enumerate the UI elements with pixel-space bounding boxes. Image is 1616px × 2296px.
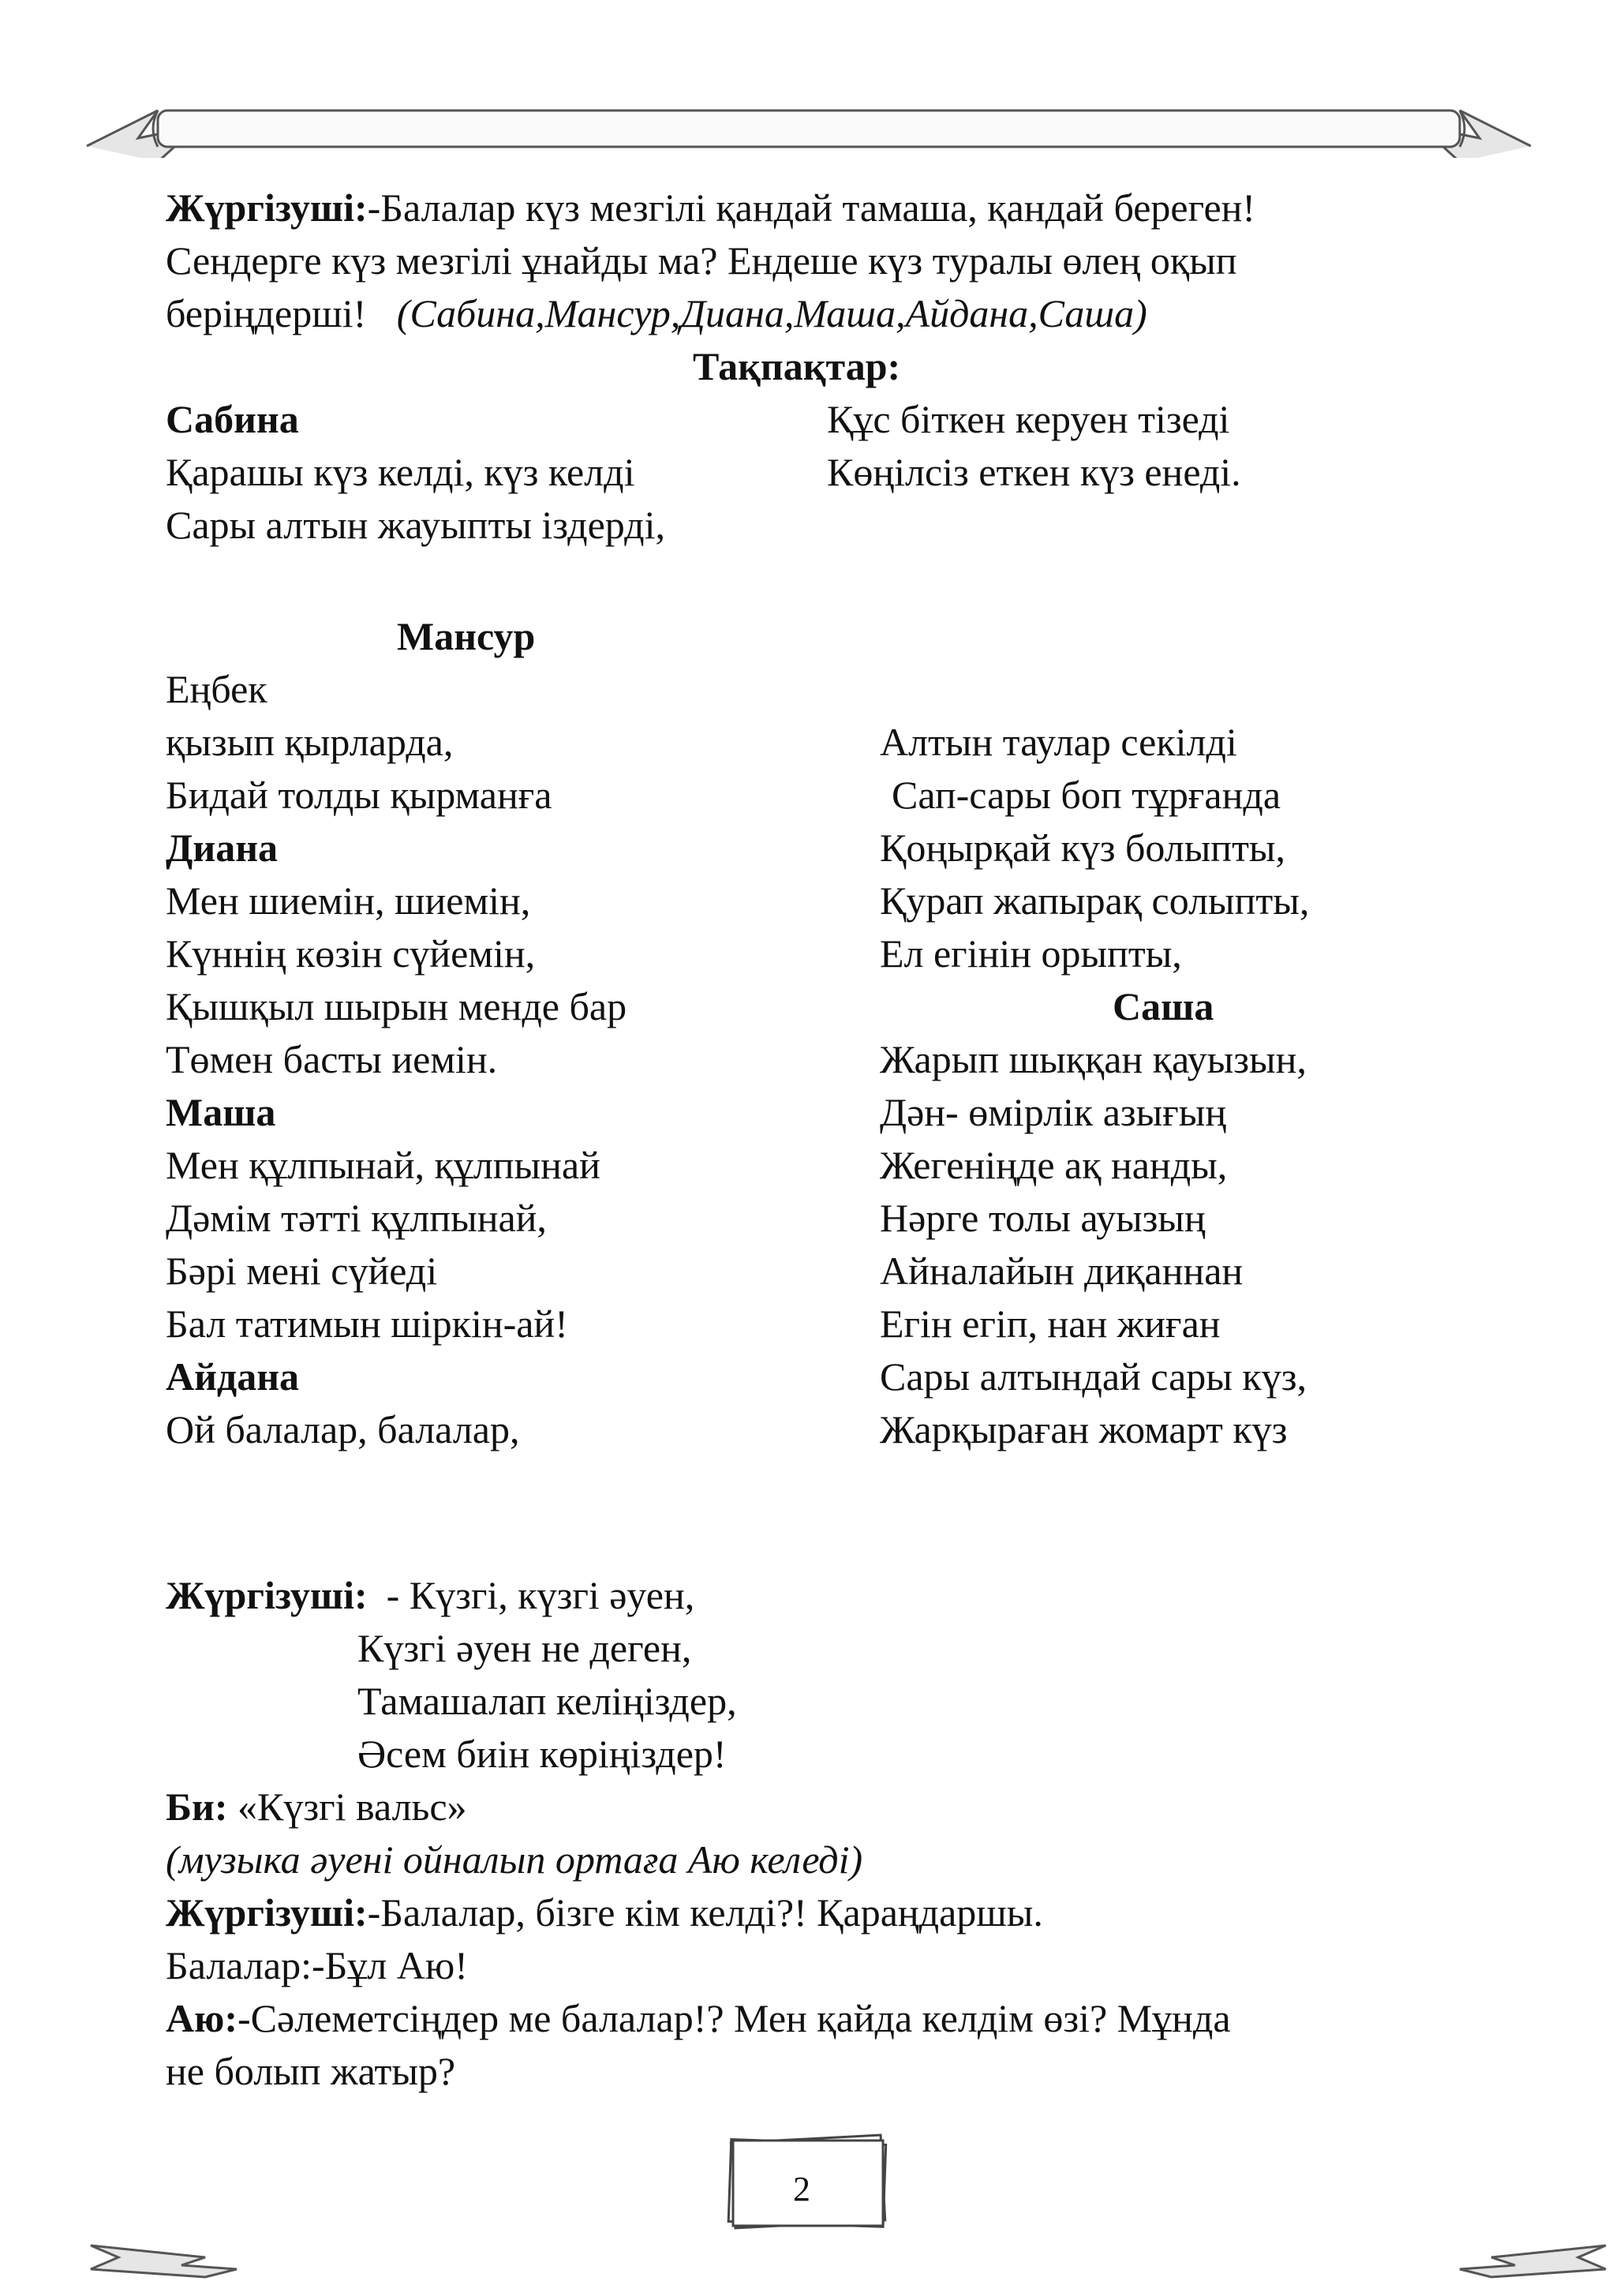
speaker-host: Жүргізуші: (166, 1573, 368, 1617)
poem-line: Алтын таулар секілді (880, 720, 1237, 764)
poem-line: қызып қырларда, (166, 720, 454, 764)
poem-line: Бал татимын шіркін-ай! (166, 1302, 568, 1346)
host-line: Жүргізуші:-Балалар, бізге кім келді?! Қараңдаршы. (166, 1890, 1043, 1935)
top-ribbon-banner (0, 0, 1616, 158)
participants-list: (Сабина,Мансур,Диана,Маша,Айдана,Саша) (396, 291, 1147, 335)
poem-line: Сары алтын жауыпты іздерді, (166, 503, 665, 547)
poem-line: Бидай толды қырманға (166, 773, 552, 817)
stage-direction: (музыка әуені ойналып ортаға Аю келеді) (166, 1837, 863, 1882)
poem-line: Егін егіп, нан жиған (880, 1302, 1221, 1346)
bear-line-1: Аю:-Сәлеметсіңдер ме балалар!? Мен қайда келдім өзі? Мұнда (166, 1996, 1231, 2040)
intro-line-2: Сендерге күз мезгілі ұнайды ма? Ендеше күз туралы өлең оқып (166, 238, 1237, 283)
bottom-left-ribbon (87, 2230, 245, 2293)
poem-line: Еңбек (166, 667, 267, 711)
poem-author-aidana: Айдана (166, 1354, 300, 1399)
poem-author-mansur: Мансур (397, 614, 536, 658)
poem-line: Көңілсіз еткен күз енеді. (827, 450, 1241, 494)
poem-line: Жарып шыққан қауызын, (880, 1037, 1307, 1081)
poem-line: Күннің көзін сүйемін, (166, 931, 536, 976)
poem-line: Мен шиемін, шиемін, (166, 878, 531, 923)
host-verse-line: Күзгі әуен не деген, (357, 1626, 692, 1670)
poem-line: Жарқыраған жомарт күз (880, 1407, 1288, 1451)
intro-line-1: Жүргізуші:-Балалар күз мезгілі қандай тамаша, қандай береген! (166, 185, 1256, 230)
intro-line-3: беріңдерші! (Сабина,Мансур,Диана,Маша,Айдана,Саша) (166, 291, 1147, 335)
poem-line: Нәрге толы ауызың (880, 1196, 1206, 1240)
poem-line: Қарашы күз келді, күз келді (166, 450, 635, 494)
poem-line: Дәмім тәтті құлпынай, (166, 1196, 547, 1240)
poem-author-sabina: Сабина (166, 397, 299, 441)
poem-line: Құс біткен керуен тізеді (827, 397, 1230, 441)
poem-author-sasha: Саша (1113, 984, 1214, 1028)
poem-author-diana: Диана (166, 826, 279, 870)
poem-line: Бәрі мені сүйеді (166, 1249, 438, 1293)
poem-line: Қоңырқай күз болыпты, (880, 826, 1286, 870)
poem-line: Ой балалар, балалар, (166, 1407, 520, 1451)
section-heading: Тақпақтар: (693, 344, 901, 388)
poem-line: Айналайын диқаннан (880, 1249, 1244, 1293)
dance-line: Би: «Күзгі вальс» (166, 1785, 467, 1829)
poem-line: Сары алтындай сары күз, (880, 1354, 1307, 1399)
speaker-host: Жүргізуші: (166, 1890, 368, 1935)
poem-line: Жегеніңде ақ нанды, (880, 1143, 1228, 1187)
poem-line: Төмен басты иемін. (166, 1037, 498, 1081)
poem-line: Ел егінін орыпты, (880, 931, 1182, 976)
page-number: 2 (793, 2170, 810, 2208)
poem-line: Мен құлпынай, құлпынай (166, 1143, 600, 1187)
speaker-bear: Аю: (166, 1996, 238, 2040)
bottom-right-ribbon (1452, 2230, 1610, 2293)
bear-line-2: не болып жатыр? (166, 2049, 456, 2093)
poem-line: Қурап жапырақ солыпты, (880, 878, 1310, 923)
poem-line: Сап-сары боп тұрғанда (892, 773, 1281, 817)
host-verse-line: Тамашалап келіңіздер, (357, 1679, 737, 1723)
poem-line: Дән- өмірлік азығың (880, 1090, 1227, 1134)
poem-author-masha: Маша (166, 1090, 276, 1134)
speaker-host: Жүргізуші: (166, 185, 368, 230)
poem-line: Қышқыл шырын менде бар (166, 984, 627, 1028)
host-verse-line: Әсем биін көріңіздер! (357, 1732, 727, 1776)
host-verse-line-1: Жүргізуші: - Күзгі, күзгі әуен, (166, 1573, 695, 1617)
children-line: Балалар:-Бұл Аю! (166, 1943, 468, 1987)
